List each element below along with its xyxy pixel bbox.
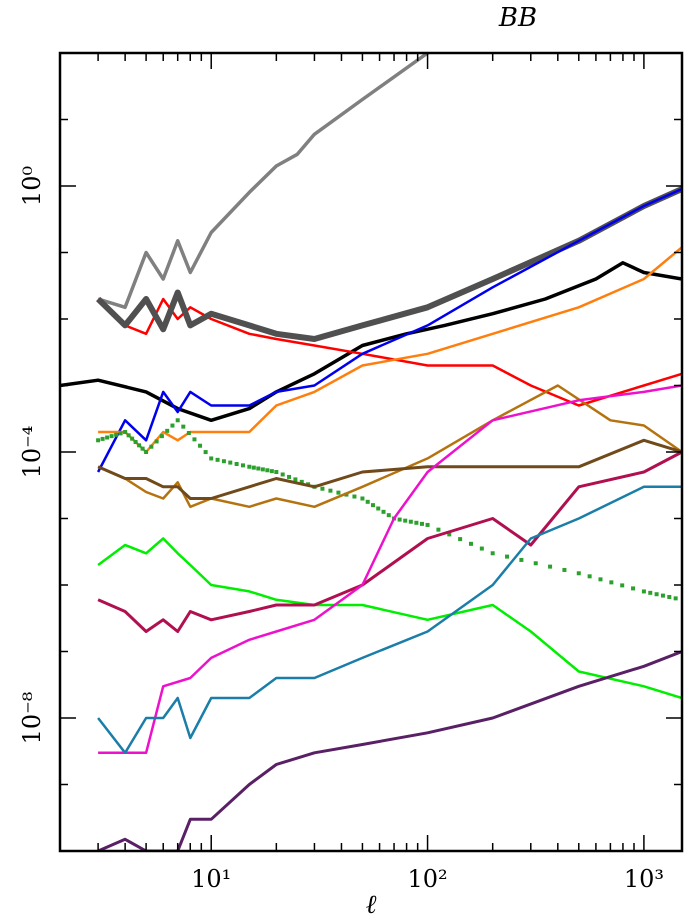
series-6-point — [409, 520, 413, 524]
series-6-point — [114, 433, 118, 437]
series-6-point — [192, 437, 196, 441]
series-6-point — [661, 594, 665, 598]
series-6-point — [642, 589, 646, 593]
series-6-point — [577, 571, 581, 575]
series-6-point — [609, 580, 613, 584]
series-6-point — [149, 445, 153, 449]
x-tick-label: 10¹ — [191, 865, 232, 893]
series-6-point — [209, 456, 213, 460]
series-6-point — [505, 555, 509, 559]
series-6-point — [293, 477, 297, 481]
series-6-point — [371, 503, 375, 507]
y-tick-label: 10⁻⁸ — [18, 691, 46, 745]
series-6-point — [261, 467, 265, 471]
series-6-point — [187, 431, 191, 435]
series-10-line — [98, 452, 682, 632]
series-6-point — [141, 447, 145, 451]
chart-title: BB — [498, 3, 538, 33]
series-6-point — [144, 450, 148, 454]
series-6-point — [198, 444, 202, 448]
series-6-point — [648, 591, 652, 595]
series-6-point — [110, 434, 114, 438]
series-6-point — [320, 487, 324, 491]
series-6-point — [274, 470, 278, 474]
series-6-point — [270, 469, 274, 473]
series-6-point — [228, 461, 232, 465]
series-6-point — [96, 438, 100, 442]
series-6-point — [469, 542, 473, 546]
series-6-point — [160, 434, 164, 438]
series-6-point — [667, 595, 671, 599]
series-6-point — [105, 436, 109, 440]
series-6-point — [281, 472, 285, 476]
x-tick-label: 10² — [407, 865, 448, 893]
series-6-point — [181, 425, 185, 429]
series-8-line — [98, 440, 682, 498]
series-6-point — [328, 489, 332, 493]
series-6-point — [155, 439, 159, 443]
x-tick-label: 10³ — [623, 865, 664, 893]
series-6-point — [101, 437, 105, 441]
series-6-point — [655, 592, 659, 596]
series-6-point — [458, 537, 462, 541]
series-6-point — [387, 513, 391, 517]
series-6-point — [620, 583, 624, 587]
series-6-point — [165, 429, 169, 433]
series-6-point — [534, 561, 538, 565]
series-6-point — [480, 547, 484, 551]
series-6-point — [588, 574, 592, 578]
series-6-point — [256, 467, 260, 471]
series-6-point — [352, 495, 356, 499]
series-0-line — [60, 263, 682, 421]
series-6-point — [287, 475, 291, 479]
series-6-point — [265, 468, 269, 472]
plot-frame — [60, 53, 682, 851]
series-6-point — [247, 465, 251, 469]
series-6-point — [420, 522, 424, 526]
series-6-point — [548, 565, 552, 569]
series-6-point — [562, 568, 566, 572]
series-6-point — [598, 577, 602, 581]
series-11-line — [98, 386, 682, 753]
series-6-point — [403, 519, 407, 523]
series-6-point — [519, 558, 523, 562]
series-6-points — [96, 418, 678, 600]
series-6-point — [222, 459, 226, 463]
series-6-point — [382, 510, 386, 514]
series-6-point — [123, 430, 127, 434]
series-6-point — [137, 443, 141, 447]
series-13-line — [98, 652, 682, 852]
series-layer — [60, 0, 682, 851]
series-6-point — [241, 463, 245, 467]
series-6-point — [631, 586, 635, 590]
series-6-point — [360, 496, 364, 500]
series-6-point — [376, 506, 380, 510]
series-6-point — [414, 521, 418, 525]
series-6-point — [398, 518, 402, 522]
y-tick-label: 10⁻⁴ — [18, 425, 46, 479]
series-6-point — [119, 431, 123, 435]
series-6-point — [204, 450, 208, 454]
series-4-line — [98, 189, 682, 472]
series-6-point — [216, 458, 220, 462]
series-6-point — [336, 491, 340, 495]
series-6-point — [426, 523, 430, 527]
series-6-point — [127, 433, 131, 437]
series-6-point — [176, 418, 180, 422]
series-1-line — [98, 0, 682, 307]
series-6-point — [436, 528, 440, 532]
series-6-point — [366, 500, 370, 504]
series-6-point — [674, 596, 678, 600]
series-6-point — [170, 424, 174, 428]
series-6-point — [134, 440, 138, 444]
y-tick-label: 10⁰ — [18, 165, 46, 207]
x-axis-label: ℓ — [365, 890, 377, 920]
series-6-point — [235, 462, 239, 466]
series-7-line — [98, 386, 682, 507]
tick-layer — [18, 53, 682, 893]
series-6-point — [130, 437, 134, 441]
series-6-point — [252, 466, 256, 470]
series-6-point — [491, 551, 495, 555]
